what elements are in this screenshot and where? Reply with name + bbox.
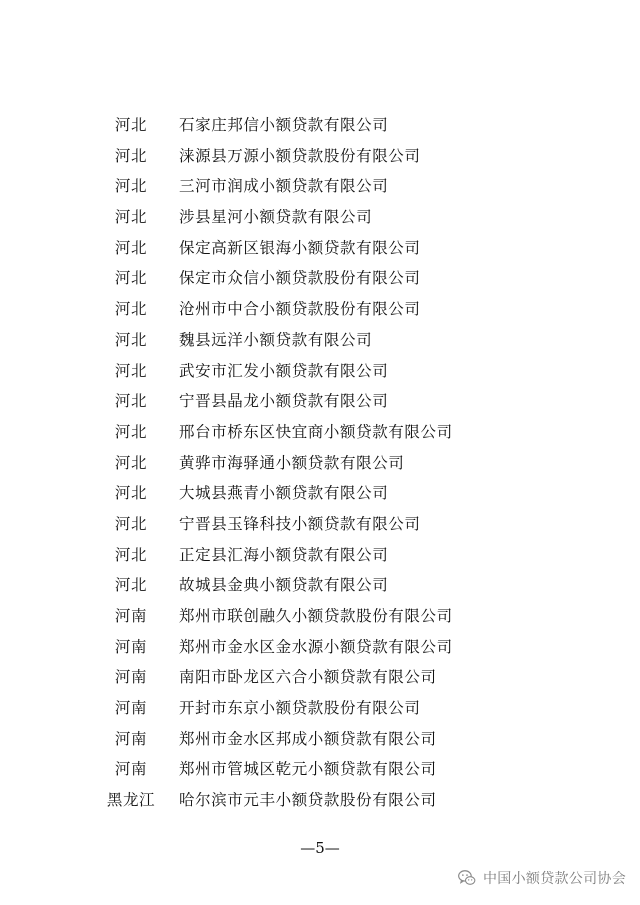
list-item bbox=[0, 478, 640, 509]
province-label: 河北 bbox=[114, 116, 148, 134]
province-label: 河北 bbox=[114, 484, 148, 503]
province-label: 河北 bbox=[114, 545, 148, 564]
province-label: 河南 bbox=[114, 699, 148, 718]
list-item bbox=[0, 263, 640, 294]
company-name: 保定高新区银海小额贷款有限公司 bbox=[179, 238, 421, 257]
company-name: 故城县金典小额贷款有限公司 bbox=[179, 576, 389, 595]
province-label: 河北 bbox=[114, 576, 148, 595]
company-name: 魏县远洋小额贷款有限公司 bbox=[179, 330, 373, 349]
company-name: 宁晋县晶龙小额贷款有限公司 bbox=[179, 392, 389, 411]
province-label: 河南 bbox=[114, 607, 148, 625]
company-name: 沧州市中合小额贷款股份有限公司 bbox=[179, 300, 421, 319]
list-item bbox=[0, 325, 640, 356]
province-label: 河北 bbox=[114, 361, 148, 380]
province-label: 河南 bbox=[114, 668, 148, 687]
company-name: 三河市润成小额贷款有限公司 bbox=[179, 177, 389, 196]
list-item bbox=[0, 110, 640, 141]
list-item bbox=[0, 693, 640, 724]
company-name: 哈尔滨市元丰小额贷款股份有限公司 bbox=[179, 791, 437, 810]
company-name: 南阳市卧龙区六合小额贷款有限公司 bbox=[179, 668, 437, 687]
province-label: 黑龙江 bbox=[106, 791, 156, 810]
company-name: 正定县汇海小额贷款有限公司 bbox=[179, 545, 389, 564]
list-item bbox=[0, 141, 640, 172]
list-item bbox=[0, 540, 640, 571]
watermark bbox=[457, 867, 626, 889]
list-item bbox=[0, 202, 640, 233]
company-name: 涉县星河小额贷款有限公司 bbox=[179, 208, 373, 227]
province-label: 河北 bbox=[114, 514, 148, 533]
company-name: 郑州市金水区邦成小额贷款有限公司 bbox=[179, 729, 437, 748]
company-name: 大城县燕青小额贷款有限公司 bbox=[179, 484, 389, 503]
province-label: 河北 bbox=[114, 330, 148, 349]
list-item bbox=[0, 601, 640, 632]
company-name: 开封市东京小额贷款股份有限公司 bbox=[179, 699, 421, 718]
company-name: 石家庄邦信小额贷款有限公司 bbox=[179, 116, 389, 134]
list-item bbox=[0, 632, 640, 663]
province-label: 河北 bbox=[114, 146, 148, 165]
company-name: 邢台市桥东区快宜商小额贷款有限公司 bbox=[179, 422, 453, 441]
company-name: 武安市汇发小额贷款有限公司 bbox=[179, 361, 389, 380]
company-name: 涞源县万源小额贷款股份有限公司 bbox=[179, 146, 421, 165]
company-name: 保定市众信小额贷款股份有限公司 bbox=[179, 269, 421, 288]
company-name: 宁晋县玉锋科技小额贷款有限公司 bbox=[179, 514, 421, 533]
list-item bbox=[0, 509, 640, 540]
page-number: —5— bbox=[300, 839, 340, 857]
company-list bbox=[0, 110, 640, 816]
province-label: 河北 bbox=[114, 422, 148, 441]
province-label: 河北 bbox=[114, 208, 148, 227]
company-name: 郑州市金水区金水源小额贷款有限公司 bbox=[179, 637, 453, 656]
wechat-icon bbox=[457, 868, 477, 888]
watermark-text: 中国小额贷款公司协会 bbox=[483, 871, 626, 887]
province-label: 河南 bbox=[114, 729, 148, 748]
province-label: 河北 bbox=[114, 269, 148, 288]
list-item bbox=[0, 356, 640, 387]
list-item bbox=[0, 724, 640, 755]
company-name: 郑州市管城区乾元小额贷款有限公司 bbox=[179, 760, 437, 779]
list-item bbox=[0, 785, 640, 816]
list-item bbox=[0, 171, 640, 202]
list-item bbox=[0, 417, 640, 448]
list-item bbox=[0, 448, 640, 479]
province-label: 河北 bbox=[114, 238, 148, 257]
list-item bbox=[0, 386, 640, 417]
province-label: 河北 bbox=[114, 453, 148, 472]
list-item bbox=[0, 233, 640, 264]
list-item bbox=[0, 570, 640, 601]
province-label: 河北 bbox=[114, 300, 148, 319]
province-label: 河北 bbox=[114, 177, 148, 196]
province-label: 河北 bbox=[114, 392, 148, 411]
list-item bbox=[0, 754, 640, 785]
province-label: 河南 bbox=[114, 637, 148, 656]
company-name: 郑州市联创融久小额贷款股份有限公司 bbox=[179, 607, 453, 625]
list-item bbox=[0, 294, 640, 325]
list-item bbox=[0, 662, 640, 693]
province-label: 河南 bbox=[114, 760, 148, 779]
company-name: 黄骅市海驿通小额贷款有限公司 bbox=[179, 453, 405, 472]
